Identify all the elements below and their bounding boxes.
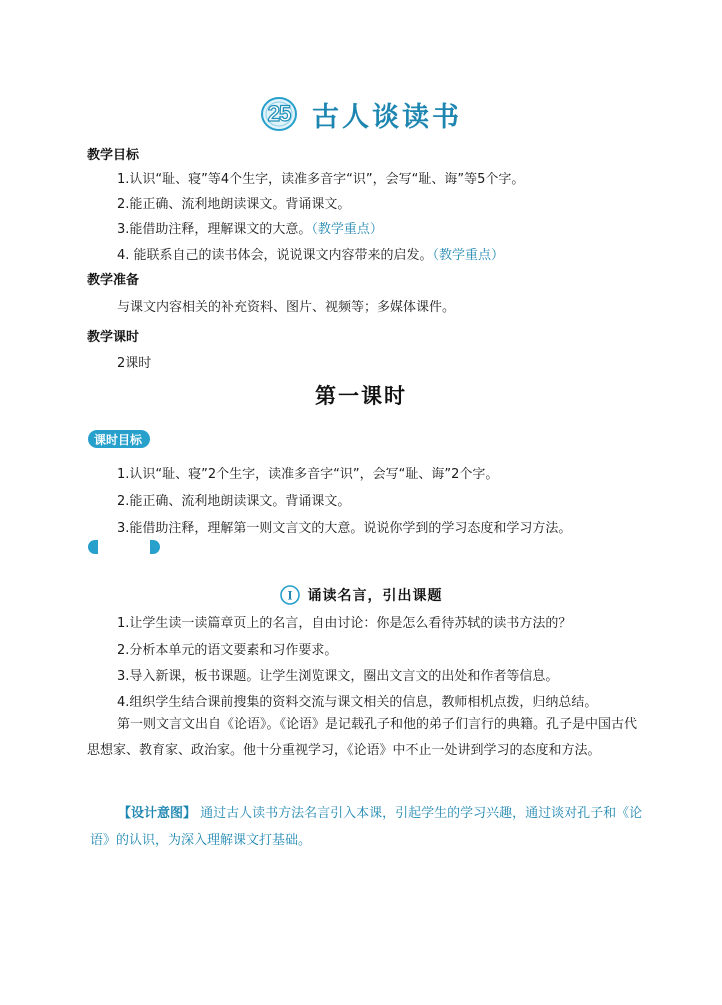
period-goal-item: 1.认识“耻、寝”2个生字，读准多音字“识”，会写“耻、诲”2个字。 [117, 467, 499, 482]
step-item: 2.分析本单元的语文要素和习作要求。 [117, 643, 338, 658]
step-title: 诵读名言，引出课题 [307, 588, 443, 604]
period-goals-tag: 课时目标 [88, 430, 150, 448]
step-heading [0, 585, 722, 605]
step-item: 3.导入新课，板书课题。让学生浏览课文，圈出文言文的出处和作者等信息。 [117, 669, 559, 684]
step-numeral-icon [280, 585, 300, 605]
objective-item: 3.能借助注释，理解课文的大意。（教学重点） [117, 222, 383, 237]
step-item: 4.组织学生结合课前搜集的资料交流与课文相关的信息，教师相机点拨，归纳总结。 [117, 695, 598, 710]
preparation-heading: 教学准备 [87, 273, 140, 288]
lesson-number: 25 [267, 101, 291, 126]
design-note-label: 【设计意图】 [118, 806, 197, 821]
objectives-heading: 教学目标 [87, 148, 140, 163]
period-title: 第一课时 [315, 383, 407, 408]
background-paragraph: 第一则文言文出自《论语》。《论语》是记载孔子和他的弟子们言行的典籍。孔子是中国古代思想家、教育家、政治家。他十分重视学习，《论语》中不止一处讲到学习的态度和方法。 [87, 717, 638, 758]
step-numeral: I [286, 587, 293, 603]
objective-item: 2.能正确、流利地朗读课文。背诵课文。 [117, 197, 351, 212]
tag-right-cap [150, 540, 160, 554]
design-note [90, 800, 645, 854]
lesson-number-badge [260, 96, 298, 132]
hours-text: 2课时 [117, 356, 152, 371]
preparation-text: 与课文内容相关的补充资料、图片、视频等；多媒体课件。 [117, 300, 456, 315]
key-point-note: （教学重点） [311, 222, 383, 237]
tag-left-cap [88, 540, 98, 554]
design-note-text: 通过古人读书方法名言引入本课，引起学生的学习兴趣，通过谈对孔子和《论语》的认识，为深入理解课文打基础。 [90, 806, 643, 848]
lesson-title: 古人谈读书 [312, 101, 462, 133]
hours-heading: 教学课时 [87, 330, 140, 345]
objective-item: 1.认识“耻、寝”等4个生字，读准多音字“识”，会写“耻、诲”等5个字。 [117, 172, 525, 187]
objective-item: 4. 能联系自己的读书体会，说说课文内容带来的启发。（教学重点） [117, 248, 505, 263]
key-point-note: （教学重点） [432, 248, 505, 263]
period-goal-item: 2.能正确、流利地朗读课文。背诵课文。 [117, 494, 351, 509]
process-tag-clipped [88, 540, 160, 554]
period-goal-item: 3.能借助注释，理解第一则文言文的大意。说说你学到的学习态度和学习方法。 [117, 521, 572, 536]
lesson-header [0, 94, 722, 134]
step-item: 1.让学生读一读篇章页上的名言，自由讨论：你是怎么看待苏轼的读书方法的？ [117, 616, 572, 631]
